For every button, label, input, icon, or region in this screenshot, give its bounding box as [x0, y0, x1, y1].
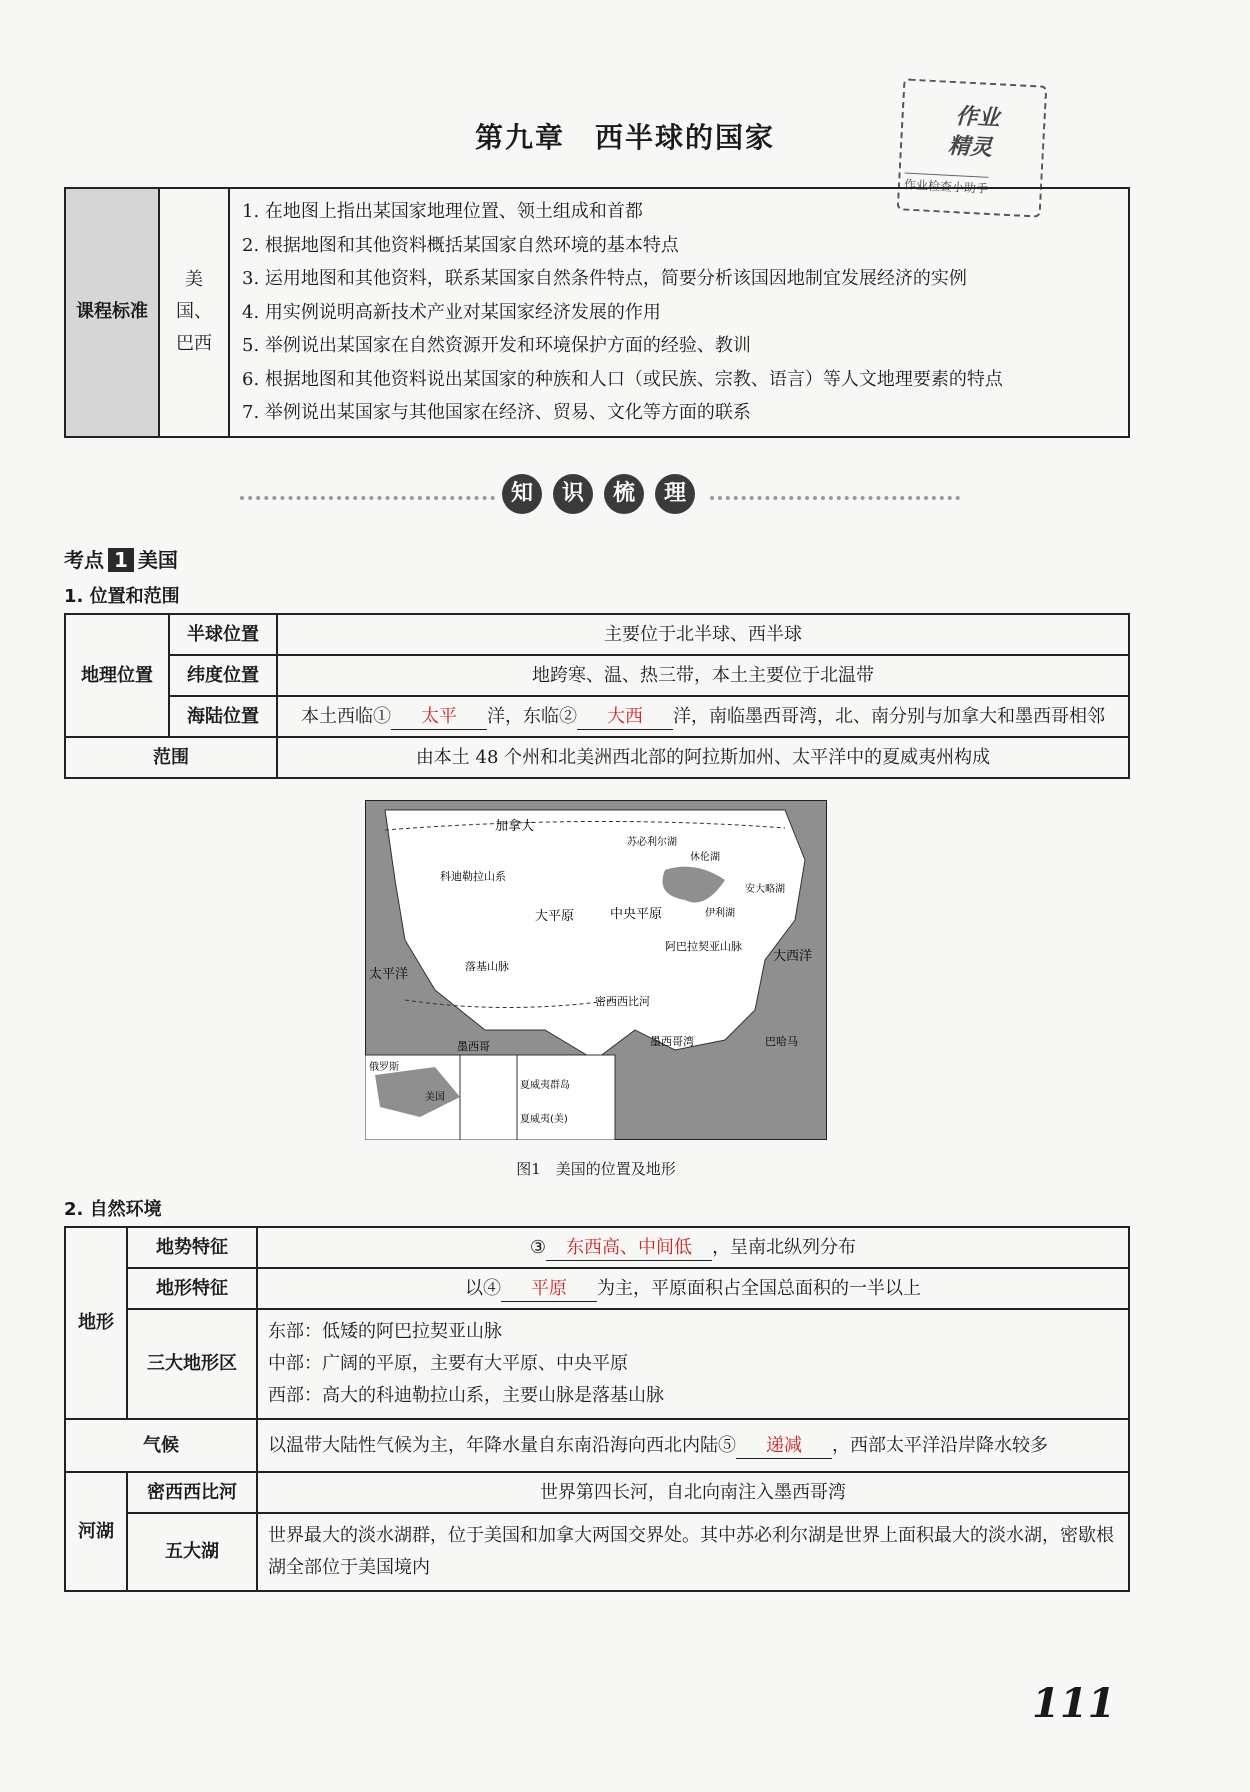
- row-text: 地跨寒、温、热三带，本土主要位于北温带: [277, 655, 1129, 696]
- row-text: [257, 1268, 1129, 1309]
- standards-items: [229, 188, 1129, 437]
- row-label: 三大地形区: [127, 1309, 257, 1419]
- standard-item: 1. 在地图上指出某国家地理位置、领土组成和首都: [242, 201, 643, 222]
- map-label: 墨西哥: [457, 1040, 490, 1053]
- answer-blank-5: 递减: [736, 1434, 832, 1459]
- map-label: 阿巴拉契亚山脉: [665, 940, 742, 953]
- row-label: 地势特征: [127, 1227, 257, 1268]
- text-part: 洋，东临②: [487, 705, 577, 727]
- map-label: 美国: [425, 1092, 445, 1103]
- banner-char: 理: [655, 474, 695, 514]
- standards-header: 课程标准: [65, 188, 159, 437]
- map-label: 墨西哥湾: [650, 1035, 694, 1048]
- row-text: 世界第四长河，自北向南注入墨西哥湾: [257, 1472, 1129, 1513]
- text-part: 以温带大陆性气候为主，年降水量自东南沿海向西北内陆⑤: [268, 1434, 736, 1456]
- section2-heading: 2. 自然环境: [64, 1199, 162, 1220]
- text-part: 本土西临①: [301, 705, 391, 727]
- map-label: 伊利湖: [705, 908, 735, 919]
- standard-item: 7. 举例说出某国家与其他国家在经济、贸易、文化等方面的联系: [242, 402, 751, 423]
- standard-item: 4. 用实例说明高新技术产业对某国家经济发展的作用: [242, 301, 661, 323]
- row-text: [257, 1227, 1129, 1268]
- text-part: ，呈南北纵列分布: [712, 1236, 857, 1258]
- range-label: 范围: [65, 737, 277, 778]
- knowledge-banner: [240, 470, 960, 526]
- stamp-line3: 作业检查小助手: [904, 173, 989, 197]
- climate-text: [257, 1419, 1129, 1472]
- range-text: 由本土 48 个州和北美洲西北部的阿拉斯加州、太平洋中的夏威夷州构成: [277, 737, 1129, 778]
- regions-text: [257, 1309, 1129, 1419]
- map-label: 中央平原: [610, 907, 663, 922]
- map-label: 加拿大: [495, 819, 535, 834]
- map-label: 夏威夷群岛: [520, 1080, 570, 1091]
- row-label: 半球位置: [169, 614, 277, 655]
- map-label: 巴哈马: [765, 1035, 798, 1048]
- row-text: 主要位于北半球、西半球: [277, 614, 1129, 655]
- standard-item: 3. 运用地图和其他资料，联系某国家自然条件特点，简要分析该国因地制宜发展经济的实例: [242, 268, 967, 289]
- banner-dots-left: [240, 496, 495, 504]
- curriculum-standards-table: [64, 187, 1130, 438]
- map-label: 俄罗斯: [369, 1062, 399, 1073]
- map-label: 大西洋: [773, 949, 813, 964]
- topic-prefix: 考点: [64, 548, 104, 572]
- text-part: ，西部太平洋沿岸降水较多: [832, 1434, 1048, 1456]
- text-part: 洋，南临墨西哥湾，北、南分别与加拿大和墨西哥相邻: [673, 705, 1105, 727]
- standard-item: 2. 根据地图和其他资料概括某国家自然环境的基本特点: [242, 234, 679, 256]
- answer-blank-2: 大西: [577, 705, 673, 730]
- row-label: 地形特征: [127, 1268, 257, 1309]
- row-label: 五大湖: [127, 1513, 257, 1591]
- location-table: [64, 613, 1130, 779]
- environment-table: [64, 1226, 1130, 1592]
- answer-blank-1: 太平: [391, 705, 487, 730]
- rivers-group: 河湖: [65, 1472, 127, 1591]
- text-part: 以④: [465, 1277, 501, 1299]
- usa-terrain-map: [365, 800, 827, 1140]
- map-label: 大平原: [535, 909, 575, 924]
- map-label: 夏威夷(美): [520, 1114, 568, 1125]
- row-label: 纬度位置: [169, 655, 277, 696]
- climate-label: 气候: [65, 1419, 257, 1472]
- row-text: 世界最大的淡水湖群，位于美国和加拿大两国交界处。其中苏必利尔湖是世界上面积最大的淡水湖，密歇根湖全部位于美国境内: [257, 1513, 1129, 1591]
- map-label: 密西西比河: [595, 995, 650, 1008]
- region-line: 中部：广阔的平原，主要有大平原、中央平原: [268, 1353, 628, 1374]
- map-caption: 图1 美国的位置及地形: [516, 1160, 676, 1178]
- row-label: 密西西比河: [127, 1472, 257, 1513]
- map-label: 科迪勒拉山系: [440, 870, 506, 883]
- page-number: 111: [1032, 1680, 1116, 1727]
- banner-char: 知: [502, 474, 542, 514]
- standards-country: 美国、巴西: [159, 188, 229, 437]
- banner-char: 识: [553, 474, 593, 514]
- region-line: 东部：低矮的阿巴拉契亚山脉: [268, 1321, 502, 1342]
- stamp-line1: 作业: [954, 104, 1001, 132]
- banner-dots-right: [710, 496, 960, 504]
- terrain-group: 地形: [65, 1227, 127, 1419]
- map-label: 太平洋: [369, 967, 409, 982]
- sea-land-text: [277, 696, 1129, 737]
- chapter-title: 第九章 西半球的国家: [474, 121, 775, 154]
- map-label: 落基山脉: [465, 960, 509, 973]
- topic-number: 1: [108, 548, 134, 572]
- topic-name: 美国: [137, 548, 178, 572]
- section1-heading: 1. 位置和范围: [64, 586, 180, 607]
- map-label: 休伦湖: [690, 852, 720, 863]
- text-part: ③: [529, 1236, 547, 1258]
- standard-item: 5. 举例说出某国家在自然资源开发和环境保护方面的经验、教训: [242, 335, 751, 356]
- text-part: 为主，平原面积占全国总面积的一半以上: [597, 1277, 921, 1299]
- stamp-line2: 精灵: [947, 133, 993, 162]
- map-label: 苏必利尔湖: [627, 837, 677, 848]
- answer-blank-4: 平原: [501, 1277, 597, 1302]
- location-group: 地理位置: [65, 614, 169, 737]
- topic-heading: [64, 544, 178, 573]
- standard-item: 6. 根据地图和其他资料说出某国家的种族和人口（或民族、宗教、语言）等人文地理要素的特点: [242, 368, 1003, 390]
- sea-land-label: 海陆位置: [169, 696, 277, 737]
- answer-blank-3: 东西高、中间低: [546, 1236, 712, 1261]
- map-label: 安大略湖: [745, 884, 785, 895]
- region-line: 西部：高大的科迪勒拉山系，主要山脉是落基山脉: [268, 1385, 664, 1406]
- banner-char: 梳: [604, 474, 644, 514]
